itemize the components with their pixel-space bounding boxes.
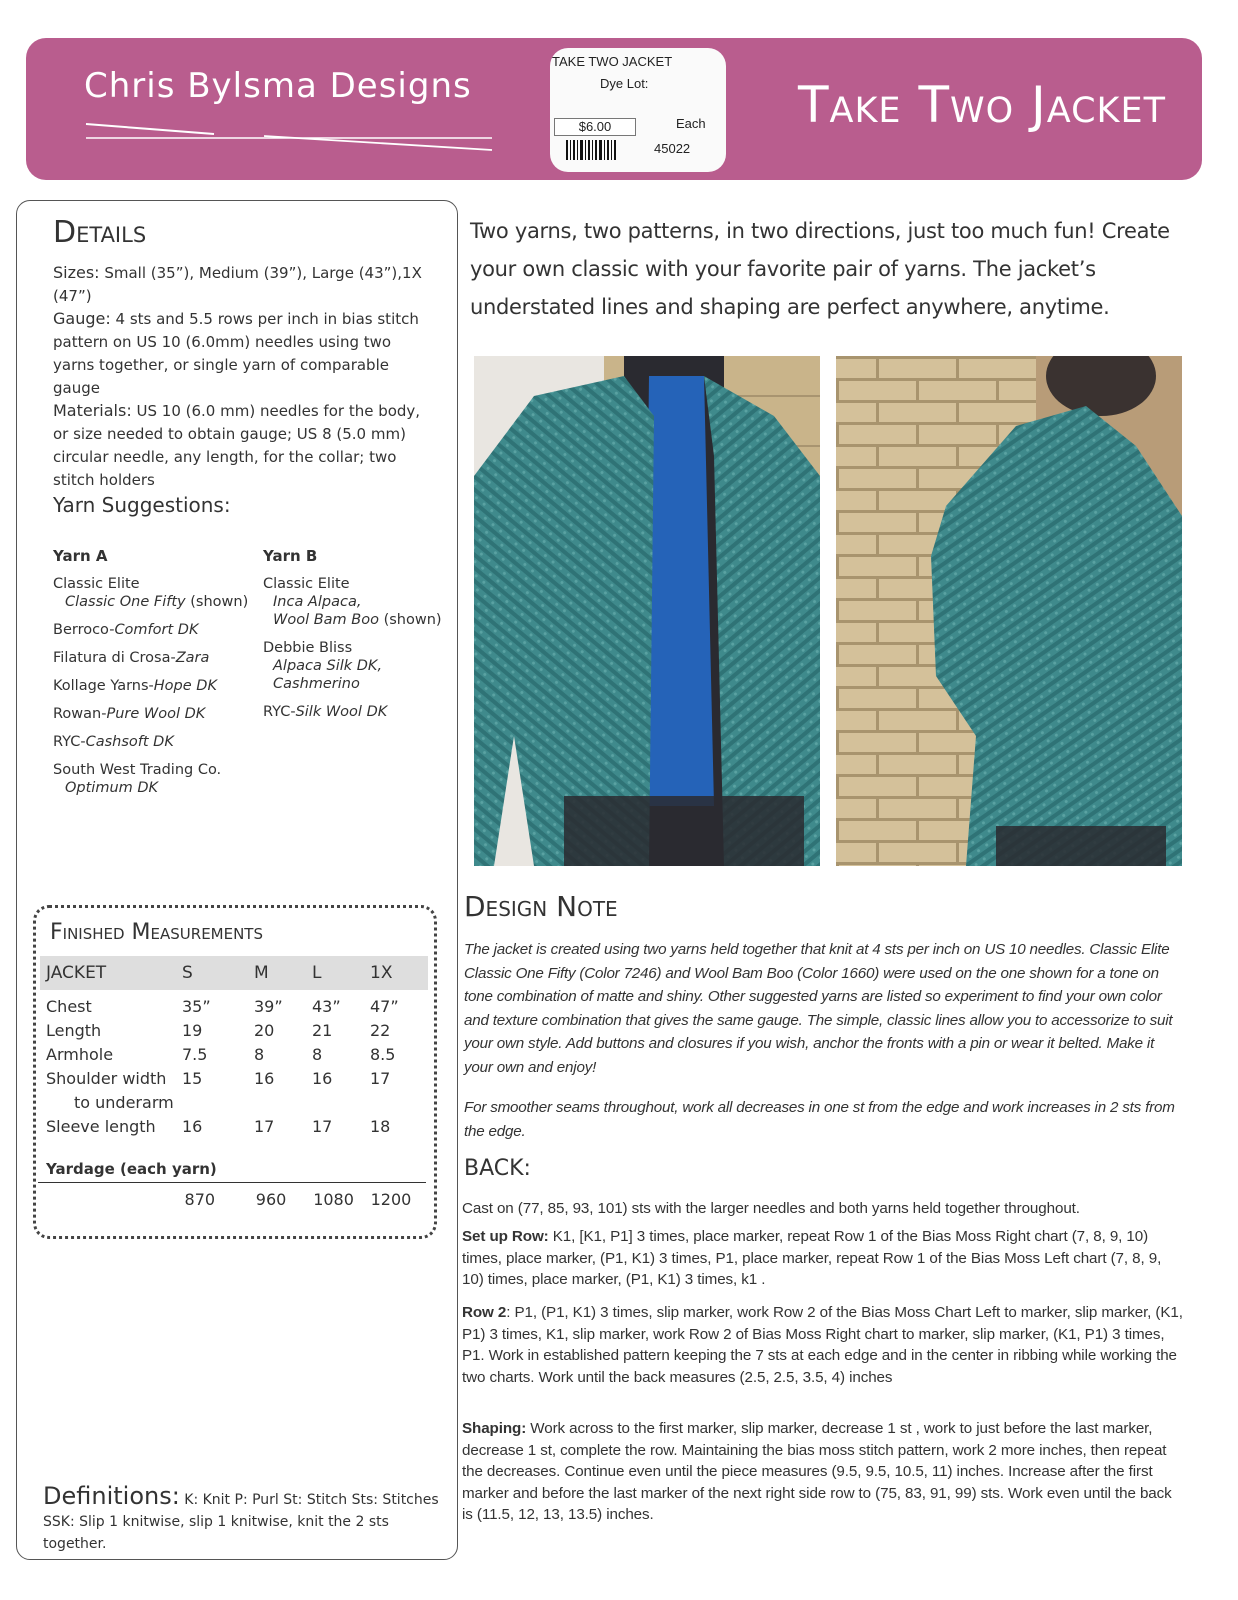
- sticker-price: $6.00: [554, 118, 636, 136]
- cell: 1200: [370, 1190, 412, 1209]
- yarn-name: Hope DK: [153, 678, 217, 694]
- table-header-row: [40, 956, 428, 990]
- yarn-name: Optimum DK: [65, 780, 159, 796]
- yarn-item: [263, 639, 453, 693]
- price-sticker: [550, 48, 726, 172]
- gauge-text: 4 sts and 5.5 rows per inch in bias stitch pattern on US 10 (6.0mm) needles using two yarns together, or single yarn of comparable gauge: [53, 310, 419, 397]
- cell: 1080: [313, 1190, 354, 1209]
- jacket-back-photo: [836, 356, 1182, 866]
- shaping-instruction: [462, 1418, 1184, 1526]
- cell: 17: [312, 1116, 333, 1136]
- sticker-sku: 45022: [654, 141, 691, 156]
- yarn-brand: Filatura di Crosa-: [53, 650, 176, 666]
- yarn-item: [53, 677, 253, 695]
- cast-on-instruction: Cast on (77, 85, 93, 101) sts with the larger needles and both yarns held together throughout.: [462, 1200, 1080, 1217]
- table-row: [40, 1042, 428, 1066]
- cell: 17: [370, 1068, 391, 1088]
- definitions: [43, 1482, 443, 1555]
- yarn-name: Inca Alpaca,: [273, 594, 362, 610]
- row-2-label: Row 2: [462, 1304, 507, 1321]
- shaping-text: Work across to the first marker, slip marker, decrease 1 st , work to just before the last marker, decrease 1 st, complete the row. Maintaining the bias moss stitch pattern, work 2 more inches, then repeat the decreases. Continue even until the piece measures (9.5, 9.5, 10.5, 11) inches. Increase after the first marker and before the last marker of the next right side row to (75, 83, 91, 99) sts. Work even until the back is (11.5, 12, 13, 13.5) inches.: [462, 1420, 1172, 1524]
- yarn-suggestions-heading: Yarn Suggestions:: [53, 493, 231, 517]
- finished-measurements-box: [33, 905, 437, 1239]
- cell: 20: [254, 1020, 275, 1040]
- setup-row-instruction: [462, 1226, 1184, 1291]
- design-note-text: The jacket is created using two yarns held together that knit at 4 sts per inch on US 10 needles. Classic Elite Classic One Fifty (Color 7246) and Wool Bam Boo (Color 1660) were used on the one shown for a tone on tone combination of matte and shiny. Other suggested yarns are listed so experiment to find your own color and texture combination that gives the same gauge. The simple, classic lines allow you to accessorize to suit your own style. Add buttons and closures if you wish, anchor the fronts with a pin or wear it belted. Make it your own and enjoy!: [464, 941, 1173, 1076]
- yarn-b-heading: Yarn B: [263, 547, 318, 565]
- column-header: M: [254, 963, 269, 983]
- row-2-instruction: [462, 1302, 1184, 1388]
- design-note-heading: Design Note: [464, 890, 618, 923]
- cell: 7.5: [182, 1044, 208, 1064]
- brand-logo-text: Chris Bylsma Designs: [84, 66, 472, 106]
- pattern-title: Take Two Jacket: [798, 76, 1166, 134]
- sticker-dye-lot: Dye Lot:: [600, 76, 649, 91]
- cell: 18: [370, 1116, 391, 1136]
- cell: 39”: [254, 996, 283, 1016]
- back-heading: BACK:: [464, 1156, 531, 1181]
- table-row: [40, 1114, 428, 1138]
- cell: 8: [254, 1044, 265, 1064]
- yarn-suffix: (shown): [185, 594, 249, 610]
- cell: 47”: [370, 996, 399, 1016]
- table-row-continuation: [40, 1090, 428, 1114]
- setup-row-text: K1, [K1, P1] 3 times, place marker, repeat Row 1 of the Bias Moss Right chart (7, 8, 9, 10) times, place marker, (P1, K1) 3 times, P1, place marker, repeat Row 1 of the Bias Moss Left chart (7, 8, 9, 10) times, place marker, (P1, K1) 3 times, k1 .: [462, 1228, 1162, 1289]
- yarn-brand: Classic Elite: [53, 576, 140, 592]
- divider: [38, 1182, 426, 1183]
- cell: 21: [312, 1020, 333, 1040]
- yarn-item: [53, 733, 253, 751]
- materials-info: [53, 399, 433, 492]
- cell: 17: [254, 1116, 275, 1136]
- cell: 16: [182, 1116, 203, 1136]
- details-heading: Details: [53, 215, 147, 250]
- yarn-brand: RYC-: [263, 704, 296, 720]
- jacket-back-image-icon: [836, 356, 1182, 866]
- yarn-item: [263, 575, 453, 629]
- definitions-label: Definitions:: [43, 1482, 180, 1510]
- row-label-sub: to underarm: [74, 1092, 174, 1112]
- cell: 8: [312, 1044, 323, 1064]
- sizes-text: Small (35”), Medium (39”), Large (43”),1X (47”): [53, 264, 422, 305]
- yarn-brand: RYC-: [53, 734, 86, 750]
- yarn-item: [53, 705, 253, 723]
- yardage-row: [40, 1190, 428, 1209]
- yarn-name: Cashmerino: [273, 676, 360, 692]
- setup-row-label: Set up Row:: [462, 1228, 549, 1245]
- yarn-item: [263, 703, 453, 721]
- row-label: Chest: [46, 996, 92, 1016]
- jacket-front-photo: [474, 356, 820, 866]
- cell: 960: [255, 1190, 287, 1209]
- cell: 43”: [312, 996, 341, 1016]
- cell: 15: [182, 1068, 203, 1088]
- intro-text: Two yarns, two patterns, in two directions, just too much fun! Create your own classic with your favorite pair of yarns. The jacket’s understated lines and shaping are perfect anywhere, anytime.: [470, 219, 1170, 319]
- yarn-brand: Kollage Yarns-: [53, 678, 154, 694]
- sticker-title: TAKE TWO JACKET: [552, 54, 673, 69]
- row-label: Length: [46, 1020, 102, 1040]
- sizes-label: Sizes:: [53, 263, 100, 282]
- jacket-front-image-icon: [474, 356, 820, 866]
- table-row: [40, 994, 428, 1018]
- column-header: L: [312, 963, 322, 983]
- knitting-needles-logo-icon: [84, 114, 504, 154]
- yarn-name: Comfort DK: [114, 622, 199, 638]
- measurements-heading: Finished Measurements: [50, 920, 263, 945]
- measurements-table: [40, 956, 428, 1138]
- yarn-name: Cashsoft DK: [85, 734, 174, 750]
- materials-label: Materials:: [53, 401, 132, 420]
- yarn-item: [53, 575, 253, 611]
- yarn-item: [53, 621, 253, 639]
- yarn-name: Silk Wool DK: [295, 704, 388, 720]
- barcode-icon: [566, 140, 616, 160]
- yarn-a-list: [53, 547, 253, 807]
- cell: 35”: [182, 996, 211, 1016]
- row-2-text: : P1, (P1, K1) 3 times, slip marker, work Row 2 of the Bias Moss Chart Left to marker, slip marker, (K1, P1) 3 times, K1, slip marker, work Row 2 of Bias Moss Right chart to marker, slip marker, (K1, P1) 3 times, P1. Work in established pattern keeping the 7 sts at each edge and in the center in ribbing while working the two charts. Work until the back measures (2.5, 2.5, 3.5, 4) inches: [462, 1304, 1183, 1386]
- row-label: Shoulder width: [46, 1068, 167, 1088]
- yarn-line: Classic One Fifty: [65, 594, 186, 610]
- header-banner: [26, 38, 1202, 180]
- yarn-brand: South West Trading Co.: [53, 762, 222, 778]
- sizes-info: [53, 261, 453, 308]
- cell: 16: [312, 1068, 333, 1088]
- yarn-brand: Rowan-: [53, 706, 107, 722]
- yarn-a-heading: Yarn A: [53, 547, 108, 565]
- row-label: Sleeve length: [46, 1116, 156, 1136]
- yarn-suffix: (shown): [378, 612, 442, 628]
- yarn-name: Alpaca Silk DK,: [273, 658, 383, 674]
- cell: 22: [370, 1020, 391, 1040]
- definitions-text: K: Knit P: Purl St: Stitch Sts: Stitches SSK: Slip 1 knitwise, slip 1 knitwise, knit the 2 sts together.: [43, 1492, 439, 1552]
- yarn-name: [263, 611, 453, 629]
- table-row: [40, 1018, 428, 1042]
- gauge-label: Gauge:: [53, 309, 111, 328]
- cell: 870: [184, 1190, 216, 1209]
- column-header: S: [182, 963, 193, 983]
- yarn-item: [53, 649, 253, 667]
- yarn-b-list: [263, 547, 453, 731]
- column-header: 1X: [370, 963, 393, 983]
- column-header: JACKET: [46, 963, 107, 983]
- yarn-name: Pure Wool DK: [106, 706, 206, 722]
- table-row: [40, 1066, 428, 1090]
- yarn-brand: Classic Elite: [263, 576, 350, 592]
- yarn-name: Zara: [175, 650, 210, 666]
- details-panel: [16, 200, 458, 1560]
- yarn-brand: Berroco-: [53, 622, 115, 638]
- cell: 8.5: [370, 1044, 396, 1064]
- cell: 16: [254, 1068, 275, 1088]
- row-label: Armhole: [46, 1044, 114, 1064]
- sticker-unit: Each: [676, 116, 706, 131]
- gauge-info: [53, 307, 433, 400]
- yarn-name: [53, 593, 253, 611]
- yarn-item: [53, 761, 253, 797]
- design-note-seams: For smoother seams throughout, work all decreases in one st from the edge and work increases in 2 sts from the edge.: [464, 1099, 1175, 1140]
- yardage-label: Yardage (each yarn): [46, 1160, 217, 1178]
- yarn-brand: Debbie Bliss: [263, 640, 353, 656]
- yarn-line: Wool Bam Boo: [273, 612, 379, 628]
- cell: 19: [182, 1020, 203, 1040]
- shaping-label: Shaping:: [462, 1420, 527, 1437]
- materials-text: US 10 (6.0 mm) needles for the body, or size needed to obtain gauge; US 8 (5.0 mm) circular needle, any length, for the collar; two stitch holders: [53, 402, 421, 489]
